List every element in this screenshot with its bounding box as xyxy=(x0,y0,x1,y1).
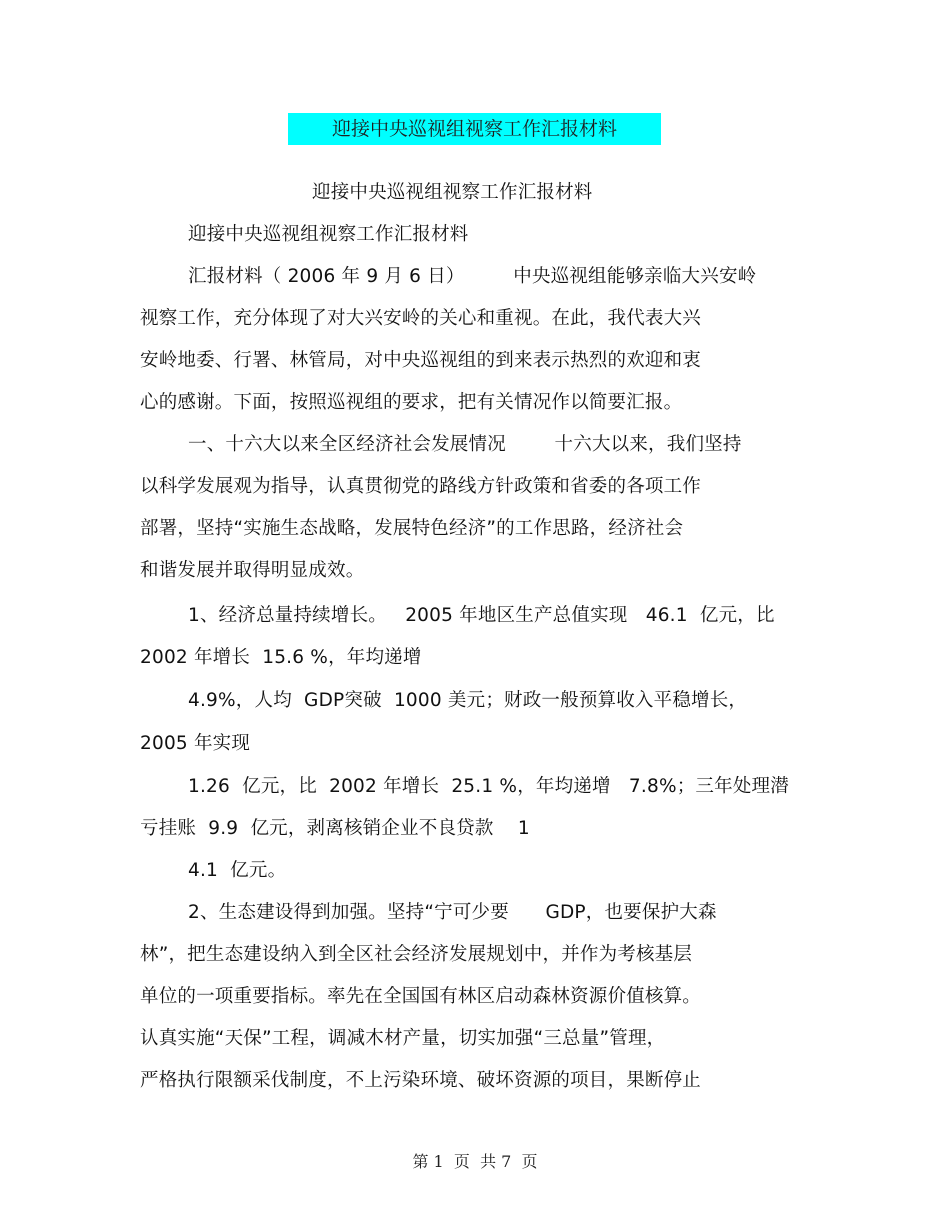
body-line: 和谐发展并取得明显成效。 xyxy=(140,560,365,581)
body-line: 亏挂账 9.9 亿元，剥离核销企业不良贷款 1 xyxy=(140,818,530,839)
body-line: 2005 年实现 xyxy=(140,733,251,754)
body-line: 认真实施“天保”工程，调减木材产量，切实加强“三总量”管理， xyxy=(140,1028,666,1049)
document-subtitle: 迎接中央巡视组视察工作汇报材料 xyxy=(312,182,593,203)
document-title xyxy=(288,113,661,145)
body-line: 4.9%，人均 GDP突破 1000 美元；财政一般预算收入平稳增长， xyxy=(188,690,748,711)
body-line: 严格执行限额采伐制度，不上污染环境、破坏资源的项目，果断停止 xyxy=(140,1070,702,1091)
body-line: 以科学发展观为指导，认真贯彻党的路线方针政策和省委的各项工作 xyxy=(140,476,702,497)
body-line: 1、经济总量持续增长。 2005 年地区生产总值实现 46.1 亿元，比 xyxy=(188,605,775,626)
body-line: 安岭地委、行署、林管局，对中央巡视组的到来表示热烈的欢迎和衷 xyxy=(140,350,702,371)
body-line: 一、十六大以来全区经济社会发展情况 十六大以来，我们坚持 xyxy=(188,434,742,455)
body-line: 汇报材料（ 2006 年 9 月 6 日） 中央巡视组能够亲临大兴安岭 xyxy=(188,266,757,287)
body-line: 迎接中央巡视组视察工作汇报材料 xyxy=(188,224,469,245)
body-line: 2002 年增长 15.6 %，年均递增 xyxy=(140,647,422,668)
body-line: 心的感谢。下面，按照巡视组的要求，把有关情况作以简要汇报。 xyxy=(140,392,683,413)
body-line: 4.1 亿元。 xyxy=(188,860,287,881)
body-line: 部署，坚持“实施生态战略，发展特色经济”的工作思路，经济社会 xyxy=(140,518,684,539)
body-line: 视察工作，充分体现了对大兴安岭的关心和重视。在此，我代表大兴 xyxy=(140,308,702,329)
body-line: 林”，把生态建设纳入到全区社会经济发展规划中，并作为考核基层 xyxy=(140,944,693,965)
body-line: 2、生态建设得到加强。坚持“宁可少要 GDP，也要保护大森 xyxy=(188,902,717,923)
body-line: 1.26 亿元，比 2002 年增长 25.1 %，年均递增 7.8%；三年处理潜 xyxy=(188,776,789,797)
body-line: 单位的一项重要指标。率先在全国国有林区启动森林资源价值核算。 xyxy=(140,986,702,1007)
title-highlight: 迎接中央巡视组视察工作汇报材料 xyxy=(288,113,661,145)
page-footer: 第 1 页 共 7 页 xyxy=(412,1152,538,1171)
